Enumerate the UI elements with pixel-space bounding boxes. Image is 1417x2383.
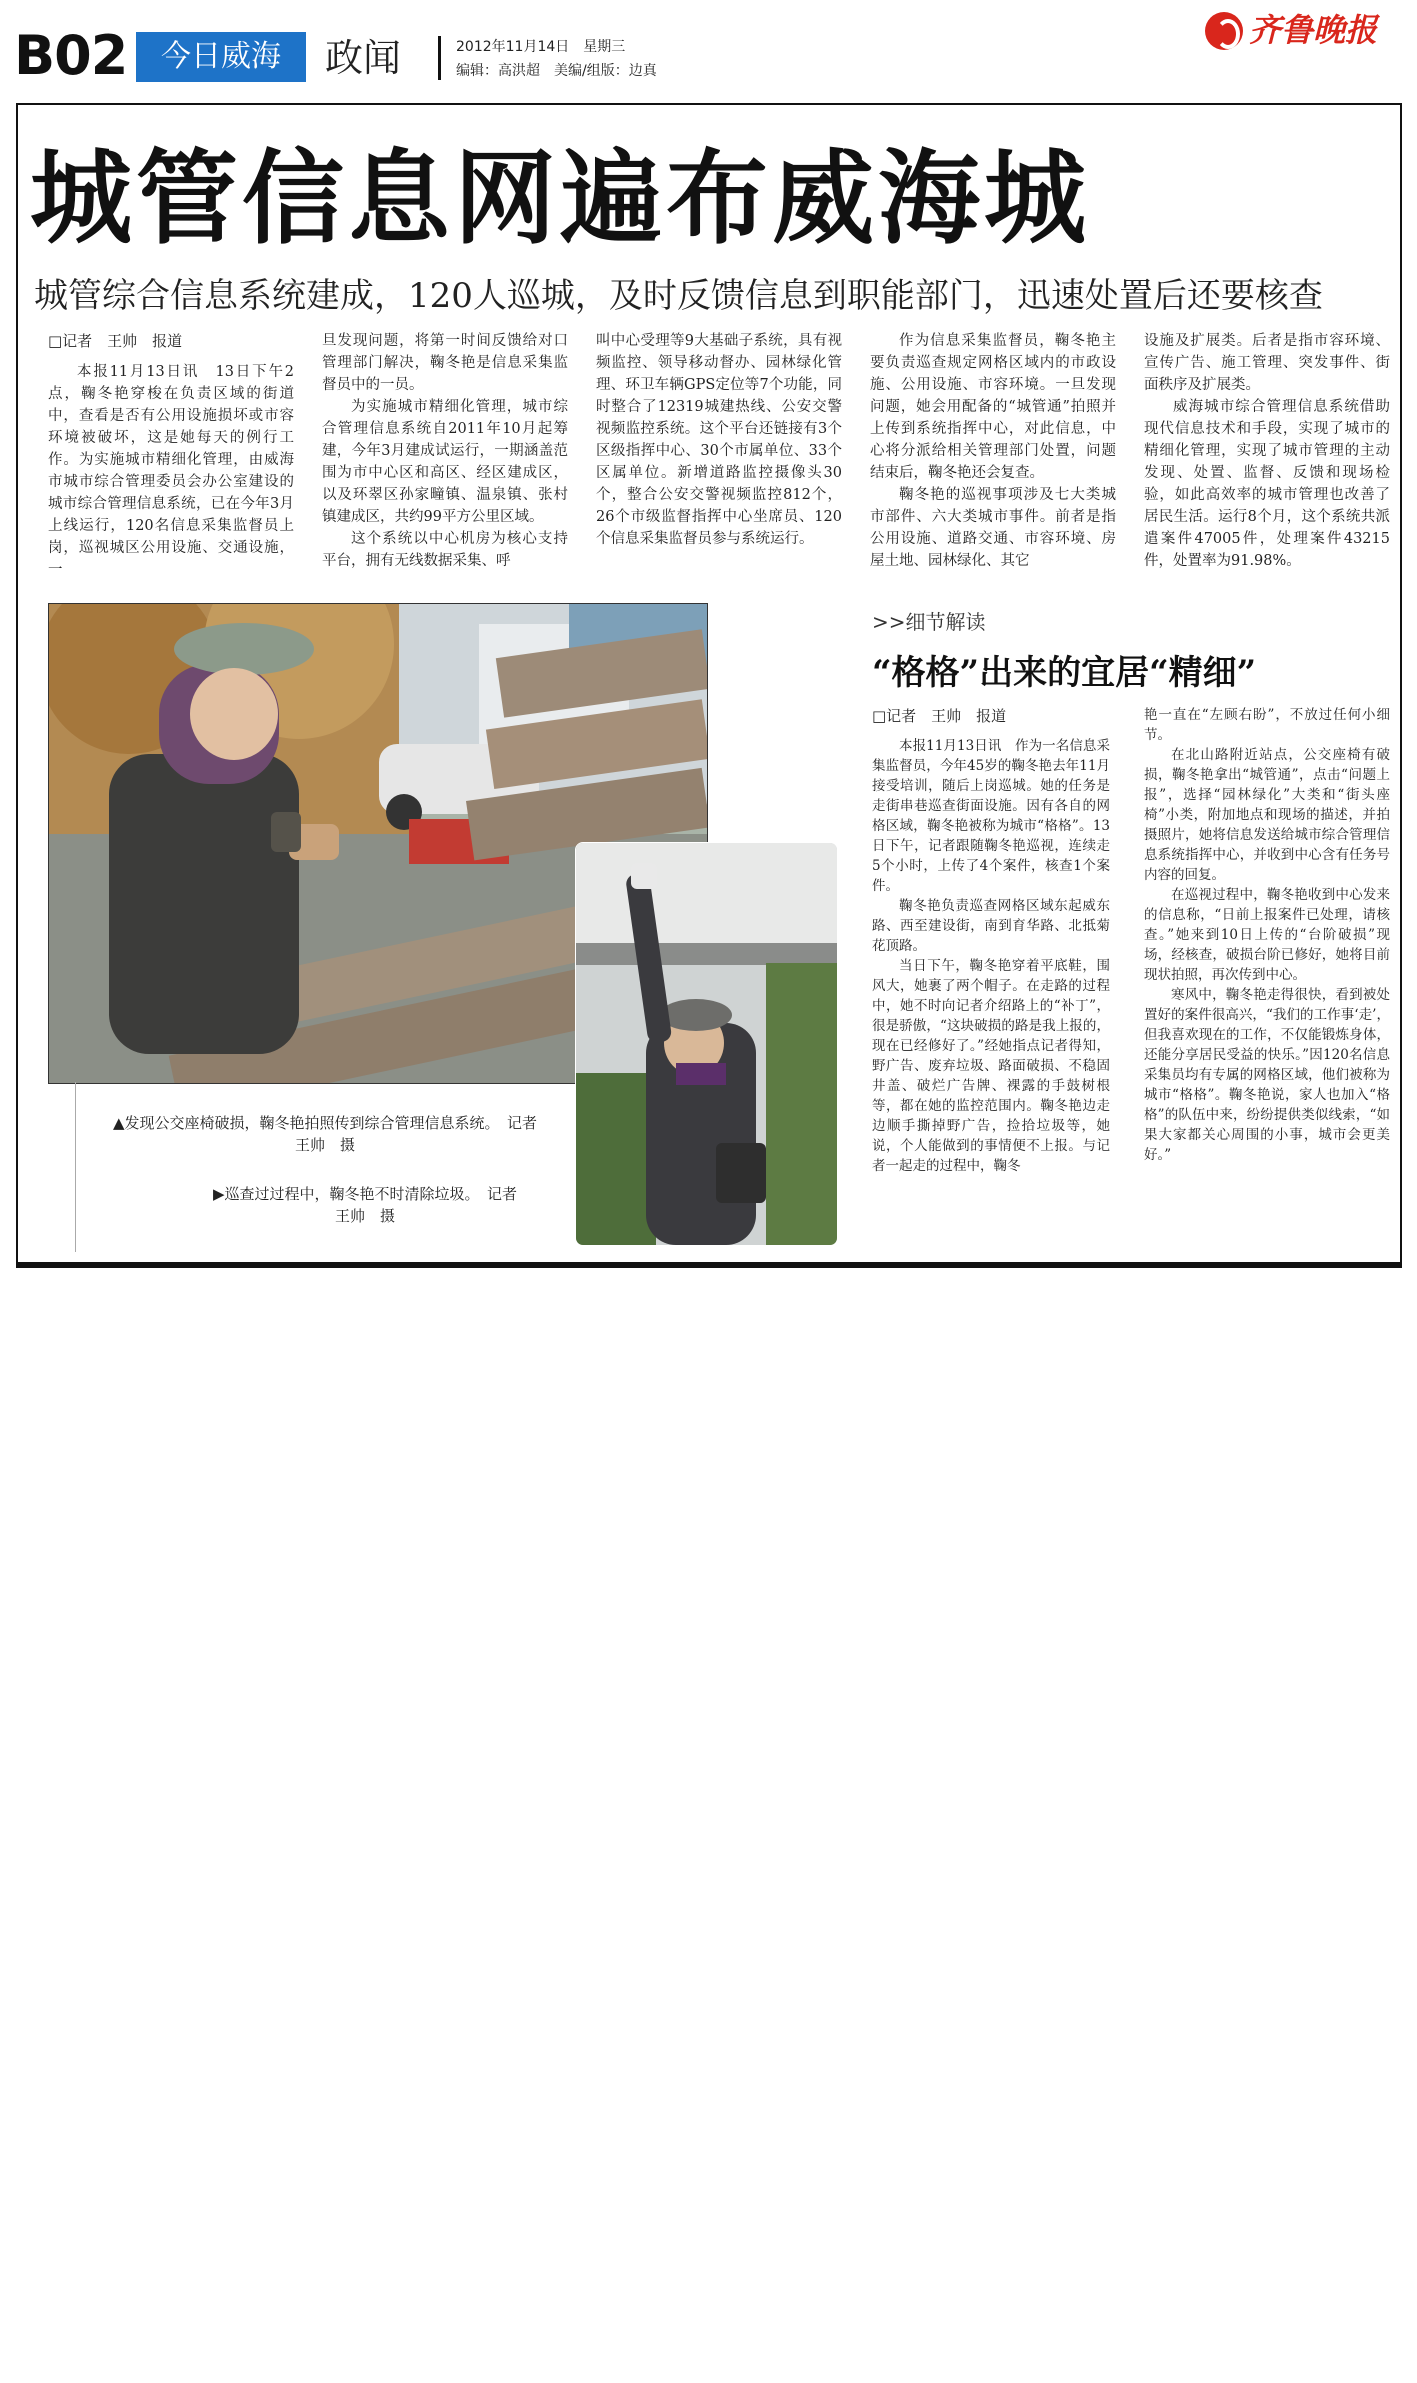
article-headline: 城管信息网遍布威海城 bbox=[30, 140, 1090, 259]
issue-date: 2012年11月14日 星期三 bbox=[456, 39, 626, 55]
article-paragraph: 威海城市综合管理信息系统借助现代信息技术和手段，实现了城市的精细化管理，实现了城市管理的主动发现、处置、监督、反馈和现场检验，如此高效率的城市管理也改善了居民生活。运行8个月，这个系统共派遣案件47005件，处理案件43215件，处置率为91.98%。 bbox=[1144, 399, 1390, 569]
sidebar-paragraph: 艳一直在“左顾右盼”，不放过任何小细节。 bbox=[1144, 707, 1390, 743]
sidebar-kicker: >>细节解读 bbox=[872, 610, 986, 634]
article-column-3 bbox=[596, 330, 842, 550]
sidebar-column-1 bbox=[872, 705, 1110, 1176]
caption-frame bbox=[75, 1082, 82, 1252]
header-divider bbox=[438, 36, 441, 80]
sidebar-paragraph: 本报11月13日讯 作为一名信息采集监督员，今年45岁的鞠冬艳去年11月接受培训，随后上岗巡城。她的任务是走街串巷巡查街面设施。因有各自的网格区域，鞠冬艳被称为城市“格格”。13日下午，记者跟随鞠冬艳巡视，连续走5个小时，上传了4个案件，核查1个案件。 bbox=[872, 738, 1110, 894]
photo-caption-1: ▲发现公交座椅破损，鞠冬艳拍照传到综合管理信息系统。 记者 王帅 摄 bbox=[112, 1114, 553, 1154]
photo-caption-2: ▶巡查过过程中，鞠冬艳不时清除垃圾。 记者 王帅 摄 bbox=[212, 1185, 533, 1225]
article-column-5 bbox=[1144, 330, 1390, 572]
sidebar-paragraph: 鞠冬艳负责巡查网格区域东起威东路、西至建设街，南到育华路、北抵菊花顶路。 bbox=[872, 898, 1110, 954]
article-paragraph: 设施及扩展类。后者是指市容环境、宣传广告、施工管理、突发事件、街面秩序及扩展类。 bbox=[1144, 333, 1390, 393]
article-paragraph: 本报11月13日讯 13日下午2点，鞠冬艳穿梭在负责区域的街道中，查看是否有公用设施损坏或市容环境被破坏，这是她每天的例行工作。为实施城市精细化管理，由威海市城市综合管理委员会办公室建设的城市综合管理信息系统，已在今年3月上线运行，120名信息采集监督员上岗，巡视城区公用设施、交通设施，一 bbox=[48, 364, 294, 578]
sidebar-column-2 bbox=[1144, 705, 1390, 1165]
sidebar-title: “格格”出来的宜居“精细” bbox=[872, 653, 1257, 693]
editor-credits: 编辑：高洪超 美编/组版：边真 bbox=[456, 63, 657, 79]
section-label[interactable]: 今日威海 bbox=[136, 32, 306, 82]
article-paragraph: 叫中心受理等9大基础子系统，具有视频监控、领导移动督办、园林绿化管理、环卫车辆GPS定位等7个功能，同时整合了12319城建热线、公安交警视频监控系统。这个平台还链接有3个区级指挥中心、30个市属单位、33个区属单位。新增道路监控摄像头30个，整合公安交警视频监控812个，26个市级监督指挥中心坐席员、120个信息采集监督员参与系统运行。 bbox=[596, 333, 842, 547]
article-paragraph: 鞠冬艳的巡视事项涉及七大类城市部件、六大类城市事件。前者是指公用设施、道路交通、市容环境、房屋土地、园林绿化、其它 bbox=[870, 487, 1116, 569]
article-paragraph: 旦发现问题，将第一时间反馈给对口管理部门解决，鞠冬艳是信息采集监督员中的一员。 bbox=[322, 333, 568, 393]
article-byline: □记者 王帅 报道 bbox=[48, 332, 183, 350]
photo-cleaning-litter bbox=[575, 842, 838, 1246]
article-column-1 bbox=[48, 330, 294, 581]
article-column-4 bbox=[870, 330, 1116, 572]
sidebar-paragraph: 当日下午，鞠冬艳穿着平底鞋，围风大，她裹了两个帽子。在走路的过程中，她不时向记者介绍路上的“补丁”，很是骄傲，“这块破损的路是我上报的，现在已经修好了。”经她指点记者得知，野广告、废弃垃圾、路面破损、不稳固井盖、破烂广告牌、裸露的手鼓树根等，都在她的监控范围内。鞠冬艳边走边顺手撕掉野广告，捡拾垃圾等，她说，个人能做到的事情便不上报。与记者一起走的过程中，鞠冬 bbox=[872, 958, 1110, 1174]
photo-cleaning-illustration bbox=[576, 843, 837, 1245]
sidebar-byline: □记者 王帅 报道 bbox=[872, 707, 1007, 725]
article-column-2 bbox=[322, 330, 568, 572]
article-frame-bottom-rule bbox=[16, 1262, 1402, 1268]
article-paragraph: 作为信息采集监督员，鞠冬艳主要负责巡查规定网格区域内的市政设施、公用设施、市容环境。一旦发现问题，她会用配备的“城管通”拍照并上传到系统指挥中心，对此信息，中心将分派给相关管理部门处置，问题结束后，鞠冬艳还会复查。 bbox=[870, 333, 1116, 481]
qilu-logo-icon bbox=[1205, 12, 1243, 50]
sidebar-paragraph: 在巡视过程中，鞠冬艳收到中心发来的信息称，“日前上报案件已处理，请核查。”她来到10日上传的“台阶破损”现场，经核查，破损台阶已修好，她将目前现状拍照，再次传到中心。 bbox=[1144, 887, 1390, 983]
article-paragraph: 这个系统以中心机房为核心支持平台，拥有无线数据采集、呼 bbox=[322, 531, 568, 569]
logo-text: 齐鲁晚报 bbox=[1249, 11, 1378, 49]
newspaper-logo bbox=[1205, 8, 1405, 52]
article-paragraph: 为实施城市精细化管理，城市综合管理信息系统自2011年10月起筹建，今年3月建成试运行，一期涵盖范围为市中心区和高区、经区建成区，以及环翠区孙家疃镇、温泉镇、张村镇建成区，共约99平方公里区域。 bbox=[322, 399, 568, 525]
page-number: B02 bbox=[14, 24, 128, 87]
sidebar-paragraph: 在北山路附近站点，公交座椅有破损，鞠冬艳拿出“城管通”，点击“问题上报”，选择“园林绿化”大类和“街头座椅”小类，附加地点和现场的描述，并拍摄照片，她将信息发送给城市综合管理信息系统指挥中心，并收到中心含有任务号内容的回复。 bbox=[1144, 747, 1390, 883]
article-subheadline: 城管综合信息系统建成，120人巡城，及时反馈信息到职能部门，迅速处置后还要核查 bbox=[34, 276, 1323, 316]
subsection-label: 政闻 bbox=[325, 36, 402, 80]
sidebar-paragraph: 寒风中，鞠冬艳走得很快，看到被处置好的案件很高兴，“我们的工作事‘走’，但我喜欢现在的工作，不仅能锻炼身体，还能分享居民受益的快乐。”因120名信息采集员均有专属的网格区域，他们被称为城市“格格”。鞠冬艳说，家人也加入“格格”的队伍中来，纷纷提供类似线索，“如果大家都关心周围的小事，城市会更美好。” bbox=[1144, 987, 1390, 1163]
